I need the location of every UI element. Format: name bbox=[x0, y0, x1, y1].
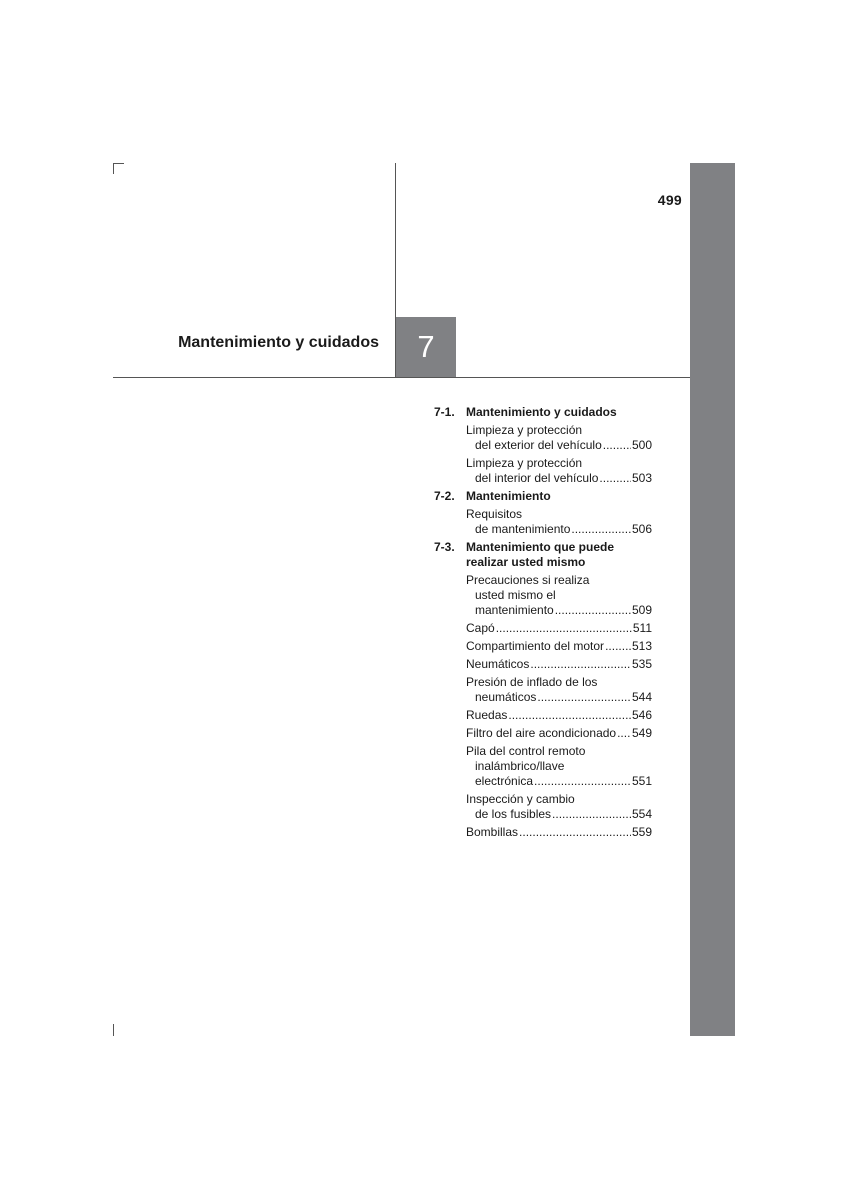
crop-mark-top-vertical bbox=[113, 163, 114, 174]
toc-entry-text: usted mismo el bbox=[475, 588, 556, 602]
page-number: 499 bbox=[657, 192, 682, 208]
toc-section bbox=[434, 540, 652, 570]
toc-entry[interactable] bbox=[466, 708, 652, 723]
toc-entry-text: Precauciones si realiza bbox=[466, 573, 590, 587]
toc-entry-page: 503 bbox=[631, 471, 652, 485]
toc-entry-text: Neumáticos bbox=[466, 657, 530, 671]
toc-entry[interactable] bbox=[466, 621, 652, 636]
toc-section-title: Mantenimiento bbox=[466, 489, 551, 503]
dot-leader bbox=[605, 639, 631, 654]
toc-entry[interactable] bbox=[466, 792, 652, 822]
toc-entry-last-line bbox=[466, 690, 652, 705]
toc-entry-text: Presión de inflado de los bbox=[466, 675, 598, 689]
toc-entry-page: 511 bbox=[632, 621, 652, 635]
toc-section-number: 7-1. bbox=[434, 405, 455, 419]
toc-entry-page: 551 bbox=[631, 774, 652, 788]
toc-entry-text: Inspección y cambio bbox=[466, 792, 575, 806]
dot-leader bbox=[530, 657, 631, 672]
toc-entry-last-line bbox=[466, 621, 652, 636]
dot-leader bbox=[571, 522, 631, 537]
toc-entry-last-line bbox=[466, 639, 652, 654]
dot-leader bbox=[496, 621, 632, 636]
dot-leader bbox=[534, 774, 631, 789]
toc-entry-last-line bbox=[466, 726, 652, 741]
toc-entry[interactable] bbox=[466, 744, 652, 789]
toc-entry[interactable] bbox=[466, 657, 652, 672]
toc-entry-page: 544 bbox=[631, 690, 652, 704]
toc-entry-last-line bbox=[466, 708, 652, 723]
toc-section-number: 7-3. bbox=[434, 540, 455, 554]
toc-entry-page: 559 bbox=[631, 825, 652, 839]
chapter-number: 7 bbox=[417, 329, 435, 364]
toc-entry-text: del interior del vehículo bbox=[475, 471, 599, 485]
toc-entry-last-line bbox=[466, 807, 652, 822]
toc-section-title: Mantenimiento y cuidados bbox=[466, 405, 617, 419]
dot-leader bbox=[508, 708, 631, 723]
toc-entry-page: 549 bbox=[631, 726, 652, 740]
header-horizontal-rule bbox=[113, 377, 691, 378]
toc-entry[interactable] bbox=[466, 639, 652, 654]
toc-entry-page: 513 bbox=[631, 639, 652, 653]
table-of-contents bbox=[434, 405, 652, 840]
toc-entry-text: del exterior del vehículo bbox=[475, 438, 602, 452]
toc-entry-text: neumáticos bbox=[475, 690, 537, 704]
toc-section bbox=[434, 405, 652, 420]
toc-entry-text: Requisitos bbox=[466, 507, 523, 521]
chapter-number-box bbox=[396, 317, 456, 377]
toc-entry-last-line bbox=[466, 471, 652, 486]
dot-leader bbox=[537, 690, 631, 705]
toc-entry-text: Compartimiento del motor bbox=[466, 639, 605, 653]
toc-entry[interactable] bbox=[466, 423, 652, 453]
toc-entry-page: 500 bbox=[631, 438, 652, 452]
toc-entry-page: 535 bbox=[631, 657, 652, 671]
toc-entry[interactable] bbox=[466, 825, 652, 840]
toc-entry-page: 509 bbox=[631, 603, 652, 617]
chapter-title: Mantenimiento y cuidados bbox=[178, 334, 379, 351]
dot-leader bbox=[617, 726, 631, 741]
toc-entry-text: Filtro del aire acondicionado bbox=[466, 726, 617, 740]
crop-mark-top-horizontal bbox=[113, 163, 124, 164]
toc-entry[interactable] bbox=[466, 456, 652, 486]
toc-entry-last-line bbox=[466, 438, 652, 453]
dot-leader bbox=[603, 438, 631, 453]
toc-entry[interactable] bbox=[466, 675, 652, 705]
toc-entry-last-line bbox=[466, 603, 652, 618]
toc-entry-text: Limpieza y protección bbox=[466, 423, 583, 437]
dot-leader bbox=[555, 603, 631, 618]
toc-entry-text: de mantenimiento bbox=[475, 522, 571, 536]
toc-entry-last-line bbox=[466, 825, 652, 840]
toc-entry-last-line bbox=[466, 522, 652, 537]
toc-entry[interactable] bbox=[466, 507, 652, 537]
toc-entry[interactable] bbox=[466, 726, 652, 741]
toc-entry-text: electrónica bbox=[475, 774, 534, 788]
toc-section-title: Mantenimiento que puede bbox=[466, 540, 615, 554]
toc-section bbox=[434, 489, 652, 504]
toc-entry-text: mantenimiento bbox=[475, 603, 554, 617]
toc-entry-last-line bbox=[466, 657, 652, 672]
toc-entry-page: 546 bbox=[631, 708, 652, 722]
toc-section-title: realizar usted mismo bbox=[466, 555, 586, 569]
toc-entry-page: 554 bbox=[631, 807, 652, 821]
toc-section-number: 7-2. bbox=[434, 489, 455, 503]
toc-entry-page: 506 bbox=[631, 522, 652, 536]
toc-entry[interactable] bbox=[466, 573, 652, 618]
toc-entry-text: inalámbrico/llave bbox=[475, 759, 565, 773]
toc-entry-text: Capó bbox=[466, 621, 495, 635]
toc-entry-text: Pila del control remoto bbox=[466, 744, 586, 758]
dot-leader bbox=[552, 807, 631, 822]
toc-entry-text: de los fusibles bbox=[475, 807, 552, 821]
toc-entry-text: Bombillas bbox=[466, 825, 519, 839]
toc-entry-text: Limpieza y protección bbox=[466, 456, 583, 470]
chapter-side-tab bbox=[690, 163, 735, 1036]
crop-mark-bottom-vertical bbox=[113, 1024, 114, 1036]
dot-leader bbox=[599, 471, 631, 486]
toc-entry-text: Ruedas bbox=[466, 708, 508, 722]
toc-entry-last-line bbox=[466, 774, 652, 789]
dot-leader bbox=[519, 825, 631, 840]
